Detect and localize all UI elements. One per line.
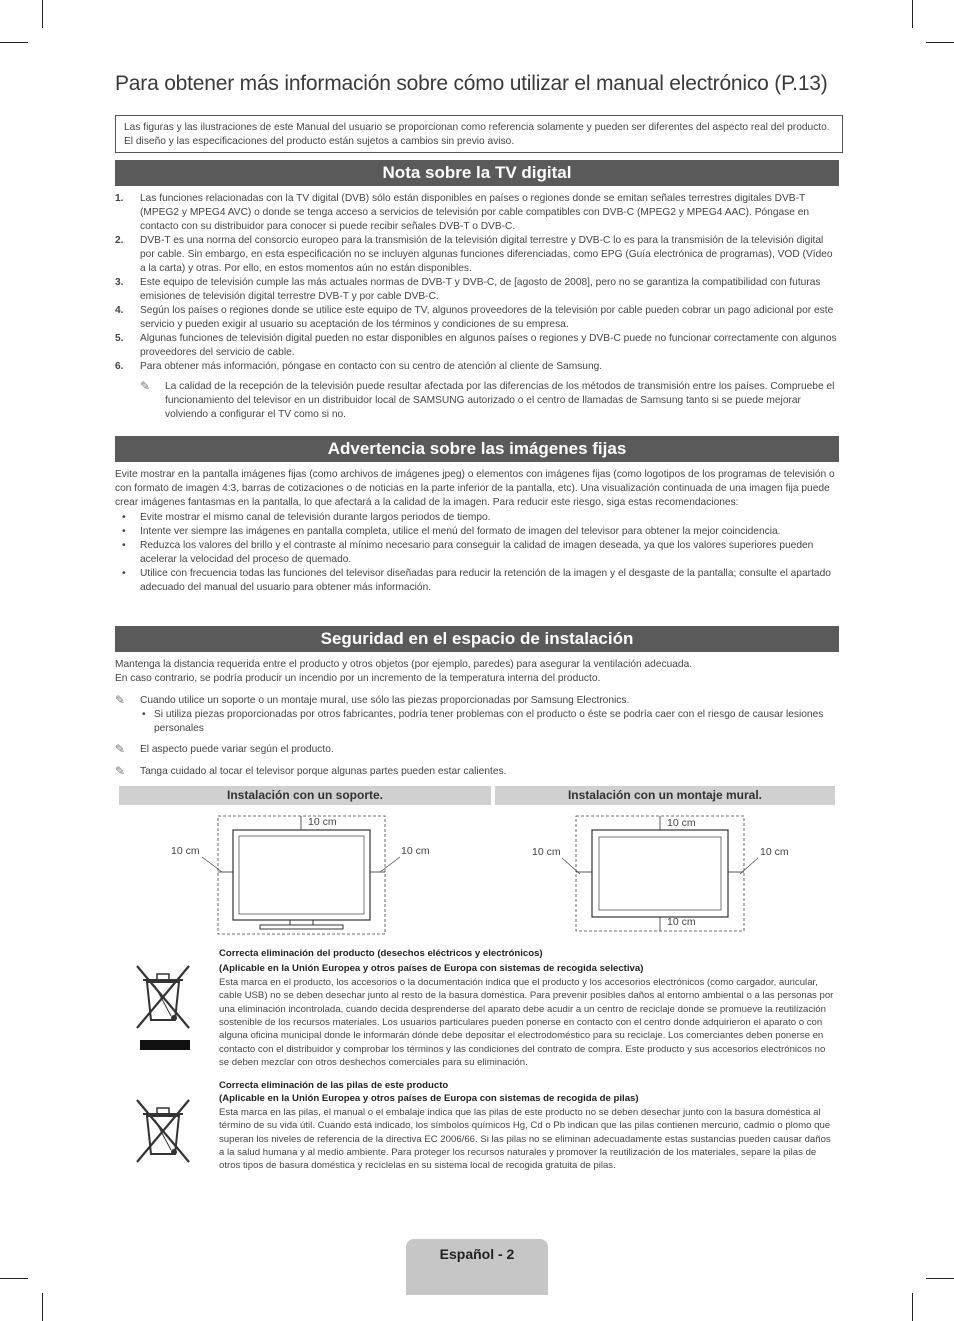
item-text: Algunas funciones de televisión digital pueden no estar disponibles en algunos países o regiones y DVB-C puede no funcionar correctamente con algunos proveedores del servicio de cable.: [140, 333, 837, 358]
battery-body: Esta marca en las pilas, el manual o el embalaje indica que las pilas de este producto no se deben desechar junto con la basura doméstica al término de su vida útil. Cuando está indicado, los símbolos químicos Hg, Cd o Pb indican que las pilas contienen mercurio, cadmio o plomo que superan los niveles de referencia de la directiva EC 2006/66. Si las pilas no se eliminan adecuadamente estas sustancias pueden causar daños a la salud humana y al medio ambiente. Para proteger los recursos naturales y promover la reutilización de los materiales, separe la pilas de otros tipos de basura doméstica y recíclelas en su sistema local de recogida gratuita de pilas.: [219, 1106, 831, 1172]
digital-tv-list: [115, 192, 840, 422]
note: [140, 380, 840, 422]
bullet-item: • Reduzca los valores del brillo y el contraste al mínimo necesario para conseguir la calidad de imagen deseada, ya que los valores superiores pueden acelerar la velocidad del proceso de quemado.: [115, 539, 840, 567]
bullet-item: • Si utiliza piezas proporcionadas por otros fabricantes, podría tener problemas con el producto o éste se podría caer con el riesgo de causar lesiones personales: [140, 708, 840, 736]
bullet-item: • Evite mostrar el mismo canal de televisión durante largos periodos de tiempo.: [115, 511, 840, 525]
crop-mark: [0, 42, 28, 43]
crop-mark: [926, 42, 954, 43]
installation-content: [115, 658, 840, 779]
still-images-bullets: [115, 511, 840, 595]
pencil-icon: ✎: [115, 742, 126, 756]
disclaimer-box: Las figuras y las ilustraciones de este Manual del usuario se proporcionan como referencia solamente y pueden ser diferentes del aspecto real del producto. El diseño y las especificaciones del producto están sujetos a cambios sin previo aviso.: [115, 115, 843, 153]
weee-heading: Correcta eliminación del producto (desechos eléctricos y electrónicos): [219, 948, 543, 959]
bullet-item: • Intente ver siempre las imágenes en pantalla completa, utilice el menú del formato de imagen del televisor para obtener la mejor coincidencia.: [115, 525, 840, 539]
battery-heading: Correcta eliminación de las pilas de este producto: [219, 1080, 449, 1091]
item-number: 2.: [115, 235, 124, 246]
distance-label: 10 cm: [532, 846, 561, 858]
section-heading-installation: Seguridad en el espacio de instalación: [115, 626, 839, 652]
installation-intro-1: Mantenga la distancia requerida entre el producto y otros objetos (por ejemplo, paredes) para asegurar la ventilación adecuada.: [115, 659, 693, 670]
page-title: Para obtener más información sobre cómo utilizar el manual electrónico (P.13): [115, 72, 828, 95]
bullet-item: • Utilice con frecuencia todas las funciones del televisor diseñadas para reducir la retención de la imagen y el desgaste de la pantalla; consulte el apartado adecuado del manual del usuario para obtener más información.: [115, 567, 840, 595]
list-item: [115, 192, 840, 234]
crop-mark: [912, 0, 913, 28]
distance-label: 10 cm: [308, 816, 337, 828]
distance-label: 10 cm: [667, 817, 696, 829]
distance-label: 10 cm: [760, 846, 789, 858]
crossed-bin-icon: [133, 1096, 193, 1168]
list-item: [115, 234, 840, 276]
note-text: Tanga cuidado al tocar el televisor porque algunas partes pueden estar calientes.: [140, 766, 507, 777]
note: [115, 694, 840, 708]
weee-disposal-text: [219, 947, 834, 1070]
item-number: 5.: [115, 333, 124, 344]
still-images-intro: Evite mostrar en la pantalla imágenes fijas (como archivos de imágenes jpeg) o elementos con imágenes fijas (como logotipos de los programas de televisión o con formato de imagen 4:3, barras de cotizaciones o de noticias en la parte inferior de la pantalla, etc). Una visualización continuada de una imagen fija puede crear imágenes fantasmas en la pantalla, lo que afectará a la calidad de la imagen. Para reducir este riesgo, siga estas recomendaciones:: [115, 469, 835, 508]
note-text: Cuando utilice un soporte o un montaje mural, use sólo las piezas proporcionadas por Samsung Electronics.: [140, 695, 630, 706]
item-number: 6.: [115, 361, 124, 372]
item-text: Según los países o regiones donde se utilice este equipo de TV, algunos proveedores de la televisión por cable pueden cobrar un pago adicional por este servicio y pueden exigir al usuario su aceptación de los términos y condiciones de su empresa.: [140, 305, 834, 330]
note: [115, 765, 840, 779]
page-number-badge: Español - 2: [406, 1239, 548, 1295]
list-item: [115, 332, 840, 360]
distance-label: 10 cm: [171, 845, 200, 857]
crossed-bin-icon: [133, 960, 193, 1055]
list-item: [115, 276, 840, 304]
installation-intro-2: En caso contrario, se podría producir un incendio por un incremento de la temperatura interna del producto.: [115, 673, 601, 684]
battery-subheading: (Aplicable en la Unión Europea y otros países de Europa con sistemas de recogida de pilas): [219, 1093, 639, 1105]
wall-installation-label: Instalación con un montaje mural.: [495, 786, 835, 805]
stand-installation-diagram: [160, 810, 460, 935]
note-text: La calidad de la recepción de la televisión puede resultar afectada por las diferencias de los métodos de transmisión entre los países. Compruebe el funcionamiento del televisor en un distribuidor local de SAMSUNG autorizado o el centro de llamadas de Samsung tanto si se puede mejorar volviendo a configurar el TV como si no.: [165, 381, 835, 420]
item-number: 1.: [115, 193, 124, 204]
note: [115, 743, 840, 757]
item-text: Para obtener más información, póngase en contacto con su centro de atención al cliente de Samsung.: [140, 361, 603, 372]
note-sub-bullets: [115, 708, 840, 736]
crop-mark: [42, 0, 43, 28]
pencil-icon: ✎: [115, 693, 126, 707]
list-item: [115, 304, 840, 332]
list-item: [115, 360, 840, 374]
weee-body: Esta marca en el producto, los accesorios o la documentación indica que el producto y los accesorios electrónicos (como cargador, auricular, cable USB) no se deben desechar junto al resto de la basura doméstica. Para prevenir posibles daños al entorno ambiental o a las personas por una eliminación incontrolada, cuando decida desprenderse del aparato debe acudir a un centro de reciclaje donde se promueve la reutilización sostenible de los recursos materiales. Los usuarios particulares pueden ponerse en contacto con el centro donde adquirieron el aparato o con alguna oficina municipal donde le informarán dónde debe depositar el electrodoméstico para su reciclaje. Los comerciantes deben ponerse en contacto con el distribuidor y comprobar los términos y las condiciones del contrato de compra. Este producto y sus accesorios electrónicos no se deben mezclar con otros deshechos comerciales para su eliminación.: [219, 976, 834, 1069]
distance-label: 10 cm: [667, 916, 696, 928]
item-number: 3.: [115, 277, 124, 288]
item-number: 4.: [115, 305, 124, 316]
weee-subheading: (Aplicable en la Unión Europea y otros países de Europa con sistemas de recogida selectiva): [219, 963, 644, 975]
still-images-content: [115, 468, 840, 595]
crop-mark: [0, 1278, 28, 1279]
section-heading-digital-tv: Nota sobre la TV digital: [115, 160, 839, 186]
section-heading-still-images: Advertencia sobre las imágenes fijas: [115, 436, 839, 462]
note-text: El aspecto puede variar según el producto.: [140, 744, 334, 755]
battery-disposal-text: [219, 1079, 834, 1173]
item-text: DVB-T es una norma del consorcio europeo para la transmisión de la televisión digital terrestre y DVB-C lo es para la transmisión de la televisión digital por cable. Sin embargo, en esta especificación no se incluyen algunas funciones diferenciadas, como EPG (Guía electrónica de programas), VOD (Vídeo a la carta) y otras. Por ello, en estos momentos aún no están disponibles.: [140, 235, 833, 274]
list-note: [115, 380, 840, 422]
stand-installation-label: Instalación con un soporte.: [119, 786, 491, 805]
crop-mark: [912, 1293, 913, 1321]
item-text: Este equipo de televisión cumple las más actuales normas de DVB-T y DVB-C, de [agosto de 2008], pero no se garantiza la compatibilidad con futuras emisiones de televisión digital terrestre DVB-T y por cable DVB-C.: [140, 277, 821, 302]
item-text: Las funciones relacionadas con la TV digital (DVB) sólo están disponibles en países o regiones donde se emitan señales terrestres digitales DVB-T (MPEG2 y MPEG4 AVC) o donde se tenga acceso a servicios de televisión por cable compatibles con DVB-C (MPEG2 y MPEG4 AAC). Póngase en contacto con su distribuidor para conocer si puede recibir señales DVB-T o DVB-C.: [140, 193, 810, 232]
distance-label: 10 cm: [401, 845, 430, 857]
pencil-icon: ✎: [140, 379, 151, 393]
pencil-icon: ✎: [115, 764, 126, 778]
crop-mark: [42, 1293, 43, 1321]
crop-mark: [926, 1278, 954, 1279]
